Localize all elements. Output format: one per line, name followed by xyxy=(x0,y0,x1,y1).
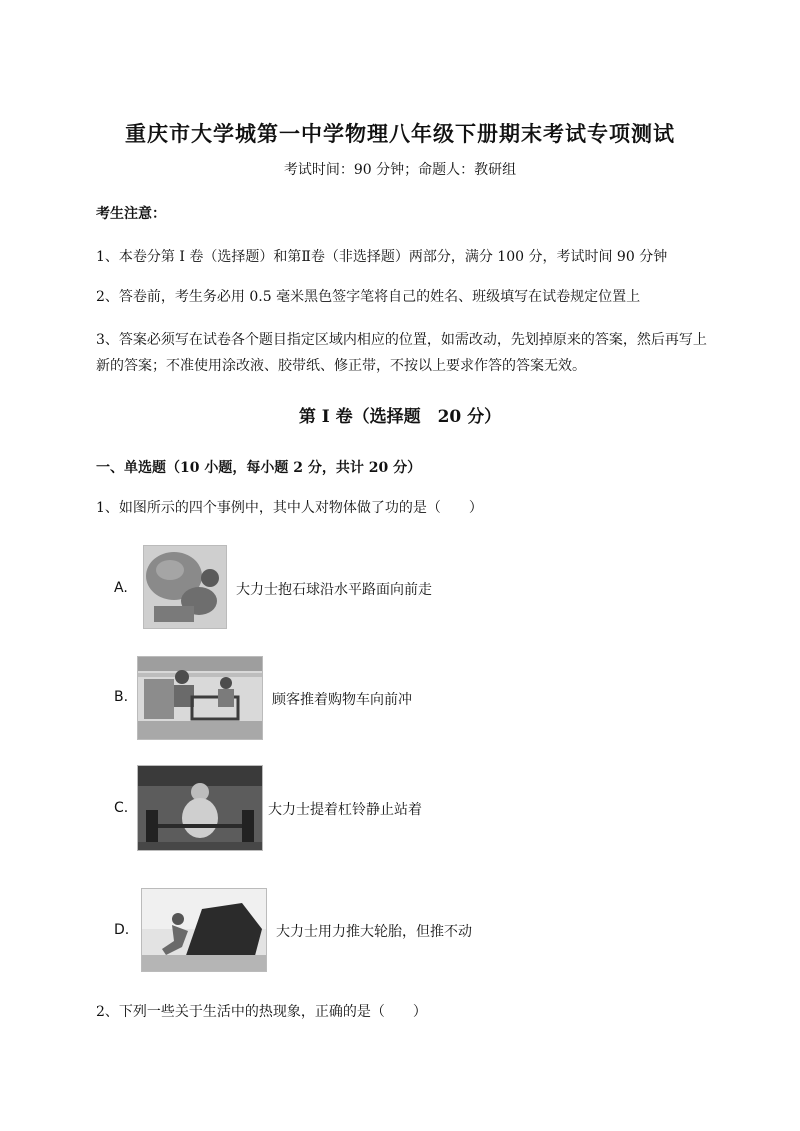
option-b-text: 顾客推着购物车向前冲 xyxy=(272,692,412,708)
option-b-photo xyxy=(137,656,263,740)
notice-item-2: 2、答卷前，考生务必用 0.5 毫米黑色签字笔将自己的姓名、班级填写在试卷规定位置上 xyxy=(96,289,641,305)
option-a-letter: A. xyxy=(114,580,128,596)
question-2-stem: 2、下列一些关于生活中的热现象，正确的是（ ） xyxy=(96,1004,427,1020)
notice-item-3: 3、答案必须写在试卷各个题目指定区域内相应的位置，如需改动，先划掉原来的答案，然后再写上新的答案；不准使用涂改液、胶带纸、修正带，不按以上要求作答的答案无效。 xyxy=(96,332,707,374)
part-title: 一、单选题（10 小题，每小题 2 分，共计 20 分） xyxy=(96,460,422,476)
option-b-letter: B. xyxy=(114,689,129,705)
notice-item-1: 1、本卷分第 I 卷（选择题）和第Ⅱ卷（非选择题）两部分，满分 100 分，考试时间 90 分钟 xyxy=(96,249,668,265)
option-c-text: 大力士提着杠铃静止站着 xyxy=(268,802,422,818)
exam-title: 重庆市大学城第一中学物理八年级下册期末考试专项测试 xyxy=(125,121,675,146)
option-c-letter: C. xyxy=(114,800,129,816)
option-d-text: 大力士用力推大轮胎，但推不动 xyxy=(276,924,472,940)
option-c-photo xyxy=(137,765,263,851)
option-a-text: 大力士抱石球沿水平路面向前走 xyxy=(236,582,432,598)
option-a-photo xyxy=(143,545,227,629)
option-d-photo xyxy=(141,888,267,972)
exam-subtitle: 考试时间：90 分钟；命题人：教研组 xyxy=(283,162,517,178)
notice-heading: 考生注意： xyxy=(96,206,166,222)
option-d-letter: D. xyxy=(114,922,130,938)
question-1-stem: 1、如图所示的四个事例中，其中人对物体做了功的是（ ） xyxy=(96,500,483,516)
section-title: 第 I 卷（选择题 20 分） xyxy=(298,407,502,427)
